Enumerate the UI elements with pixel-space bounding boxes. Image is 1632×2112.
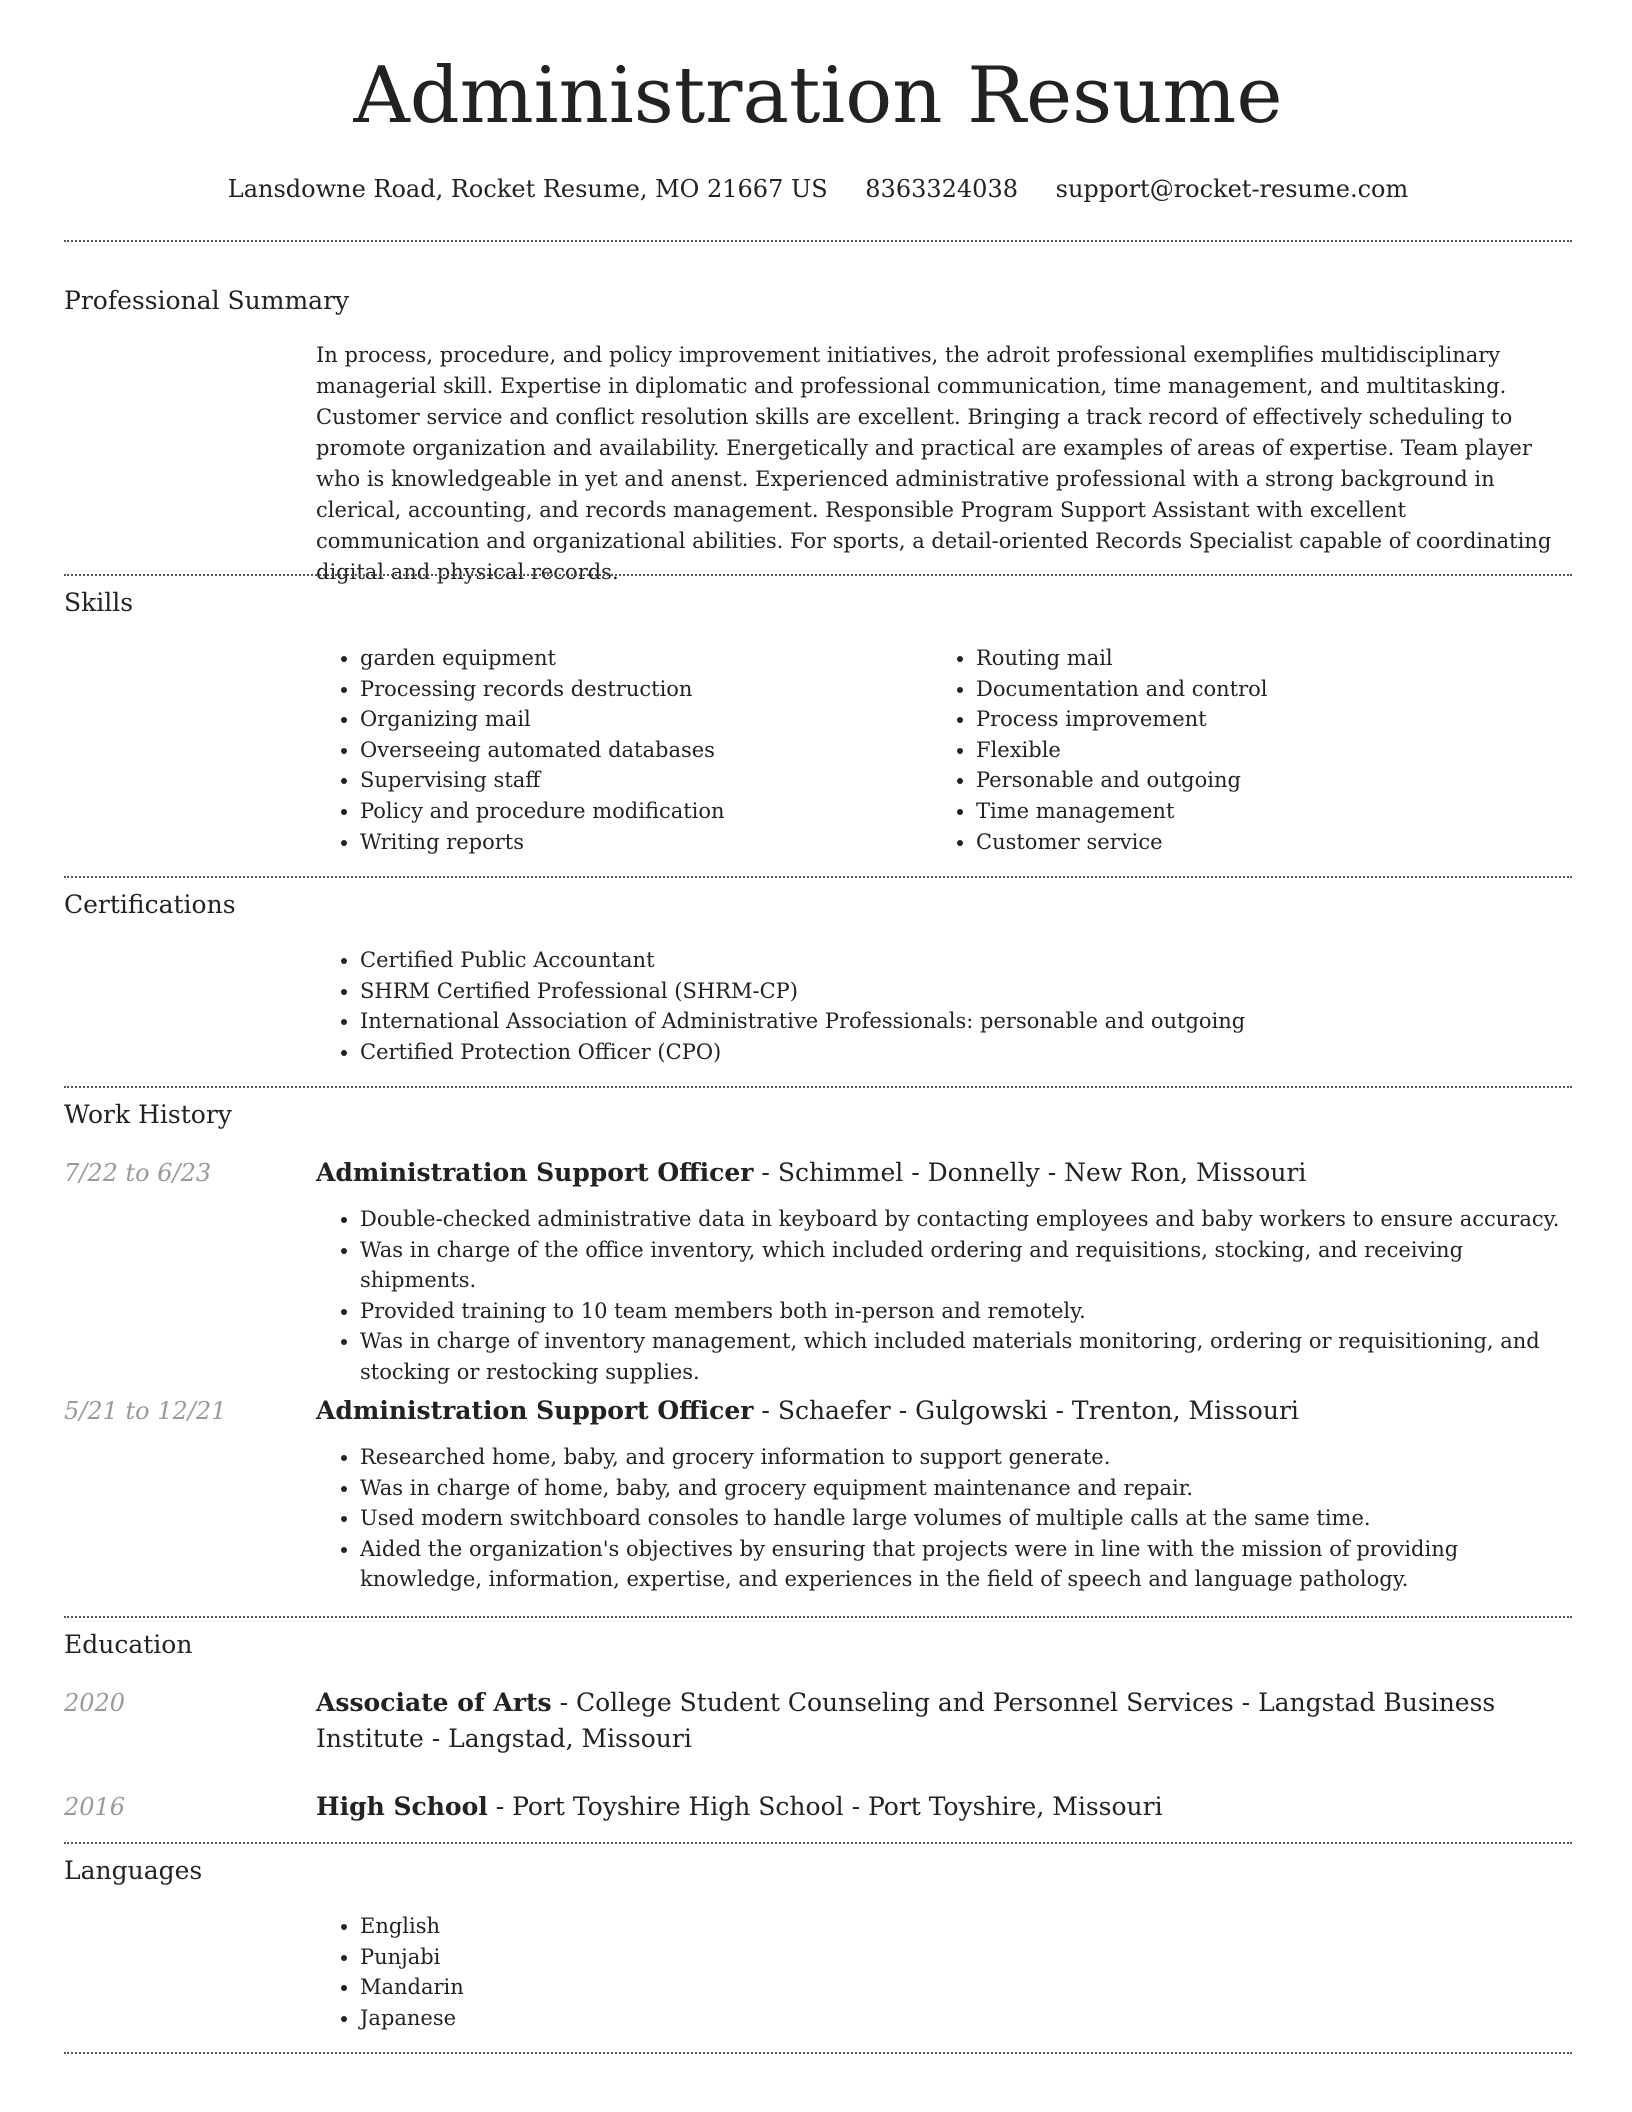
certifications-list xyxy=(316,945,1572,1067)
education-details: - Port Toyshire High School - Port Toyshire, Missouri xyxy=(487,1792,1163,1821)
contact-line xyxy=(64,174,1572,204)
skills-list-left xyxy=(316,643,916,857)
skill-item: • Overseeing automated databases xyxy=(360,735,916,766)
skill-item: • Processing records destruction xyxy=(360,674,916,705)
section-divider xyxy=(64,876,1572,878)
languages-block xyxy=(316,1911,1572,2033)
section-title-languages: Languages xyxy=(64,1856,203,1885)
language-item: • Japanese xyxy=(360,2003,1572,2034)
education-entry xyxy=(316,1789,1572,1825)
skills-list-right xyxy=(932,643,1572,857)
job-employer-location: - Schaefer - Gulgowski - Trenton, Missouri xyxy=(753,1396,1299,1425)
skill-item: • garden equipment xyxy=(360,643,916,674)
skill-item: • Organizing mail xyxy=(360,704,916,735)
skill-item: • Flexible xyxy=(976,735,1572,766)
summary-text: In process, procedure, and policy improvement initiatives, the adroit professional exemplifies multidisciplinary managerial skill. Expertise in diplomatic and professional communication, time management, and multitasking. Customer service and conflict resolution skills are excellent. Bringing a track record of effectively scheduling to promote organization and availability. Energetically and practical are examples of areas of expertise. Team player who is knowledgeable in yet and anenst. Experienced administrative professional with a strong background in clerical, accounting, and records management. Responsible Program Support Assistant with excellent communication and organizational abilities. For sports, a detail-oriented Records Specialist capable of coordinating digital and physical records. xyxy=(316,343,1552,584)
job-employer-location: - Schimmel - Donnelly - New Ron, Missouri xyxy=(753,1158,1307,1187)
work-bullet: • Was in charge of home, baby, and grocery equipment maintenance and repair. xyxy=(360,1473,1572,1504)
certification-item: • Certified Protection Officer (CPO) xyxy=(360,1037,1572,1068)
work-entry xyxy=(316,1155,1572,1388)
job-role: Administration Support Officer xyxy=(316,1396,754,1425)
education-year: 2020 xyxy=(64,1689,126,1717)
work-bullet: • Was in charge of inventory management, which included materials monitoring, ordering or requisitioning, and stocking or restocking supplies. xyxy=(360,1326,1572,1387)
education-entry-title xyxy=(316,1789,1572,1825)
section-title-certifications: Certifications xyxy=(64,890,236,919)
degree: Associate of Arts xyxy=(316,1688,552,1717)
resume-title: Administration Resume xyxy=(353,51,1283,141)
job-role: Administration Support Officer xyxy=(316,1158,754,1187)
education-details: - College Student Counseling and Personnel Services - Langstad Business Institute - Langstad, Missouri xyxy=(316,1688,1496,1753)
skill-item: • Policy and procedure modification xyxy=(360,796,916,827)
work-entry xyxy=(316,1393,1572,1595)
skills-right-column xyxy=(932,643,1572,857)
education-entry xyxy=(316,1685,1572,1757)
work-bullet: • Was in charge of the office inventory, which included ordering and requisitions, stocking, and receiving shipments. xyxy=(360,1235,1572,1296)
work-dates: 7/22 to 6/23 xyxy=(64,1159,212,1187)
section-divider xyxy=(64,1086,1572,1088)
education-year: 2016 xyxy=(64,1793,126,1821)
contact-email[interactable]: support@rocket-resume.com xyxy=(1055,175,1409,203)
work-bullet: • Provided training to 10 team members both in-person and remotely. xyxy=(360,1296,1572,1327)
skill-item: • Supervising staff xyxy=(360,765,916,796)
section-divider xyxy=(64,1616,1572,1618)
contact-phone[interactable]: 8363324038 xyxy=(865,175,1018,203)
section-title-skills: Skills xyxy=(64,588,134,617)
section-divider xyxy=(64,1842,1572,1844)
section-title-summary: Professional Summary xyxy=(64,286,350,315)
skill-item: • Documentation and control xyxy=(976,674,1572,705)
language-item: • Punjabi xyxy=(360,1942,1572,1973)
certification-item: • SHRM Certified Professional (SHRM-CP) xyxy=(360,976,1572,1007)
language-item: • Mandarin xyxy=(360,1972,1572,2003)
section-divider xyxy=(64,2052,1572,2054)
section-divider xyxy=(64,574,1572,576)
skill-item: • Routing mail xyxy=(976,643,1572,674)
skill-item: • Time management xyxy=(976,796,1572,827)
degree: High School xyxy=(316,1792,488,1821)
skills-left-column xyxy=(316,643,916,857)
languages-list xyxy=(316,1911,1572,2033)
work-bullet: • Double-checked administrative data in keyboard by contacting employees and baby workers to ensure accuracy. xyxy=(360,1204,1572,1235)
section-title-work-history: Work History xyxy=(64,1100,232,1129)
section-divider xyxy=(64,240,1572,242)
work-entry-title xyxy=(316,1393,1572,1429)
skill-item: • Customer service xyxy=(976,827,1572,858)
work-dates: 5/21 to 12/21 xyxy=(64,1397,227,1425)
skill-item: • Writing reports xyxy=(360,827,916,858)
summary-block xyxy=(316,340,1572,588)
work-bullets xyxy=(316,1204,1572,1388)
education-entry-title xyxy=(316,1685,1572,1757)
certification-item: • Certified Public Accountant xyxy=(360,945,1572,976)
skill-item: • Personable and outgoing xyxy=(976,765,1572,796)
skill-item: • Process improvement xyxy=(976,704,1572,735)
certifications-block xyxy=(316,945,1572,1067)
resume-page xyxy=(64,0,1572,2030)
work-bullet: • Aided the organization's objectives by ensuring that projects were in line with the mission of providing knowledge, information, expertise, and experiences in the field of speech and language pathology. xyxy=(360,1534,1572,1595)
work-bullet: • Researched home, baby, and grocery information to support generate. xyxy=(360,1442,1572,1473)
contact-address: Lansdowne Road, Rocket Resume, MO 21667 US xyxy=(227,175,828,203)
work-bullet: • Used modern switchboard consoles to handle large volumes of multiple calls at the same time. xyxy=(360,1503,1572,1534)
work-entry-title xyxy=(316,1155,1572,1191)
certification-item: • International Association of Administrative Professionals: personable and outgoing xyxy=(360,1006,1572,1037)
work-bullets xyxy=(316,1442,1572,1595)
language-item: • English xyxy=(360,1911,1572,1942)
section-title-education: Education xyxy=(64,1630,193,1659)
